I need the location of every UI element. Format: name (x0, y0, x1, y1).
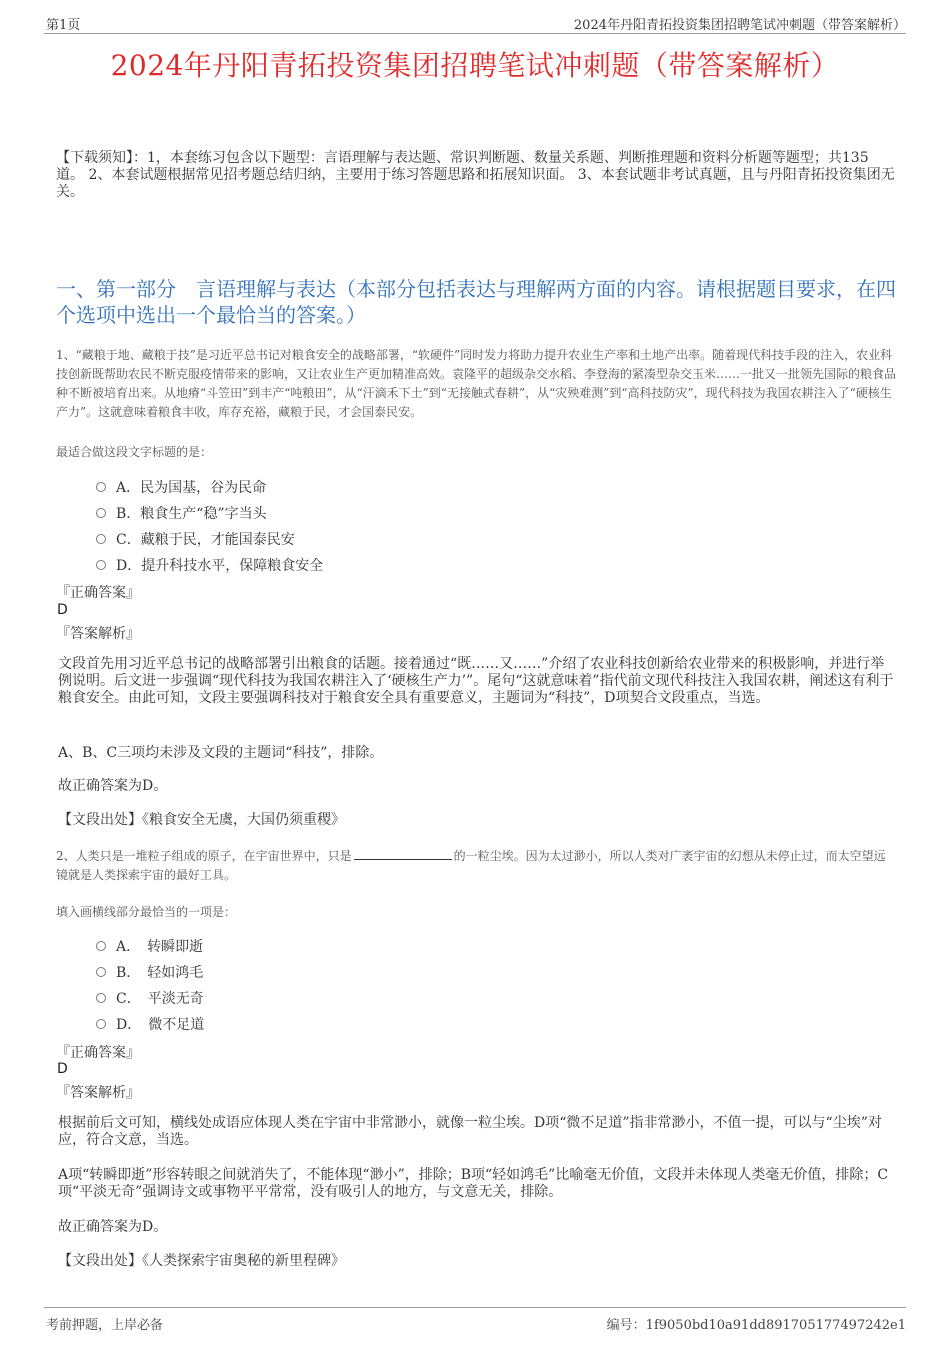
q2-source: 【文段出处】《人类探索宇宙奥秘的新里程碑》 (58, 1253, 345, 1269)
q2-passage (56, 847, 896, 885)
download-notice: 【下载须知】：1，本套练习包含以下题型：言语理解与表达题、常识判断题、数量关系题、判断推理题和资料分析题等题型；共135道。 2、本套试题根据常见招考题总结归纳，主要用于练习答题思路和拓展知识面。 3、本套试题非考试真题，且与丹阳青拓投资集团无关。 (56, 150, 895, 200)
q2-explanation-1: 根据前后文可知，横线处成语应体现人类在宇宙中非常渺小，就像一粒尘埃。D项“微不足道”指非常渺小，不值一提，可以与“尘埃”对应，符合文意，当选。 (58, 1115, 882, 1148)
q1-explanation-2: A、B、C三项均未涉及文段的主题词“科技”，排除。 (58, 745, 384, 761)
q2-explanation-2: A项“转瞬即逝”形容转眼之间就消失了，不能体现“渺小”，排除；B项“轻如鸿毛”比喻毫无价值，文段并未体现人类毫无价值，排除；C项“平淡无奇”强调诗文或事物平平常常，没有吸引人的地方，与文意无关，排除。 (58, 1167, 889, 1200)
q2-option-c-label: C． 平淡无奇 (116, 991, 204, 1007)
q1-passage: 1、“藏粮于地、藏粮于技”是习近平总书记对粮食安全的战略部署，“软硬件”同时发力将助力提升农业生产率和土地产出率。随着现代科技手段的注入，农业科技创新既帮助农民不断克服疫情带来的影响，又让农业生产更加精准高效。袁隆平的超级杂交水稻、李登海的紧凑型杂交玉米……一批又一批领先国际的粮食品种不断被培育出来。从地瘠“斗笠田”到丰产“吨粮田”，从“汗滴禾下土”到“无接触式春耕”，从“灾殃难测”到“高科技防灾”，现代科技为我国农耕注入了“硬核生产力”。这就意味着粮食丰收，库存充裕，藏粮于民，才会国泰民安。 (56, 348, 897, 419)
q2-answer: D (57, 1061, 68, 1077)
q2-option-b-label: B． 轻如鸿毛 (116, 965, 204, 981)
page-title: 2024年丹阳青拓投资集团招聘笔试冲刺题（带答案解析） (110, 49, 840, 82)
section-heading: 一、第一部分 言语理解与表达（本部分包括表达与理解两方面的内容。请根据题目要求，在四个选项中选出一个最恰当的答案。） (56, 277, 896, 327)
radio-icon[interactable] (96, 967, 106, 977)
q1-answer: D (57, 602, 68, 618)
q2-passage-before: 2、人类只是一堆粒子组成的原子，在宇宙世界中，只是 (56, 849, 352, 863)
footer-slogan: 考前押题，上岸必备 (46, 1318, 164, 1333)
q2-analysis-label: 『答案解析』 (56, 1085, 140, 1101)
q1-explanation-3: 故正确答案为D。 (58, 778, 168, 794)
q1-option-d[interactable] (96, 555, 323, 575)
page-number: 第1页 (46, 18, 81, 33)
q1-option-c-label: C．藏粮于民，才能国泰民安 (116, 532, 295, 548)
q1-option-b-label: B．粮食生产“稳”字当头 (116, 506, 267, 522)
q2-blank (354, 848, 452, 860)
q2-option-c[interactable] (96, 988, 204, 1008)
q2-option-a-label: A． 转瞬即逝 (116, 939, 204, 955)
q2-option-a[interactable] (96, 936, 203, 956)
radio-icon[interactable] (96, 941, 106, 951)
q2-option-d-label: D． 微不足道 (116, 1017, 205, 1033)
q1-analysis-label: 『答案解析』 (56, 626, 140, 642)
radio-icon[interactable] (96, 560, 106, 570)
footer-divider (44, 1307, 906, 1308)
header-doc-title: 2024年丹阳青拓投资集团招聘笔试冲刺题（带答案解析） (573, 18, 906, 33)
q1-option-b[interactable] (96, 503, 267, 523)
footer-doc-id: 编号：1f9050bd10a91dd891705177497242e1 (606, 1318, 906, 1333)
q1-option-c[interactable] (96, 529, 295, 549)
radio-icon[interactable] (96, 1019, 106, 1029)
q2-option-d[interactable] (96, 1014, 204, 1034)
q1-source: 【文段出处】《粮食安全无虞，大国仍须重稷》 (58, 812, 345, 828)
radio-icon[interactable] (96, 534, 106, 544)
q1-option-a[interactable] (96, 477, 266, 497)
radio-icon[interactable] (96, 508, 106, 518)
q2-passage-after: 的一粒尘埃。因为太过渺小，所以人类对广袤宇宙的幻想从未停止过，而太空望远镜就是人类探索宇宙的最好工具。 (56, 849, 886, 882)
q2-explanation-3: 故正确答案为D。 (58, 1219, 168, 1235)
header-divider (44, 33, 906, 34)
q2-option-b[interactable] (96, 962, 203, 982)
q2-stem: 填入画横线部分最恰当的一项是： (56, 905, 237, 919)
radio-icon[interactable] (96, 482, 106, 492)
q2-answer-label: 『正确答案』 (56, 1045, 140, 1061)
q1-stem: 最适合做这段文字标题的是： (56, 445, 213, 459)
radio-icon[interactable] (96, 993, 106, 1003)
q1-answer-label: 『正确答案』 (56, 585, 140, 601)
q1-explanation-1: 文段首先用习近平总书记的战略部署引出粮食的话题。接着通过“既……又……”介绍了农业科技创新给农业带来的积极影响，并进行举例说明。后文进一步强调“现代科技为我国农耕注入了‘硬核生产力’”。尾句“这就意味着”指代前文现代科技注入我国农耕，阐述这有利于粮食安全。由此可知，文段主要强调科技对于粮食安全具有重要意义，主题词为“科技”，D项契合文段重点，当选。 (58, 656, 894, 706)
q1-option-a-label: A．民为国基，谷为民命 (116, 480, 267, 496)
q1-option-d-label: D．提升科技水平，保障粮食安全 (116, 558, 324, 574)
